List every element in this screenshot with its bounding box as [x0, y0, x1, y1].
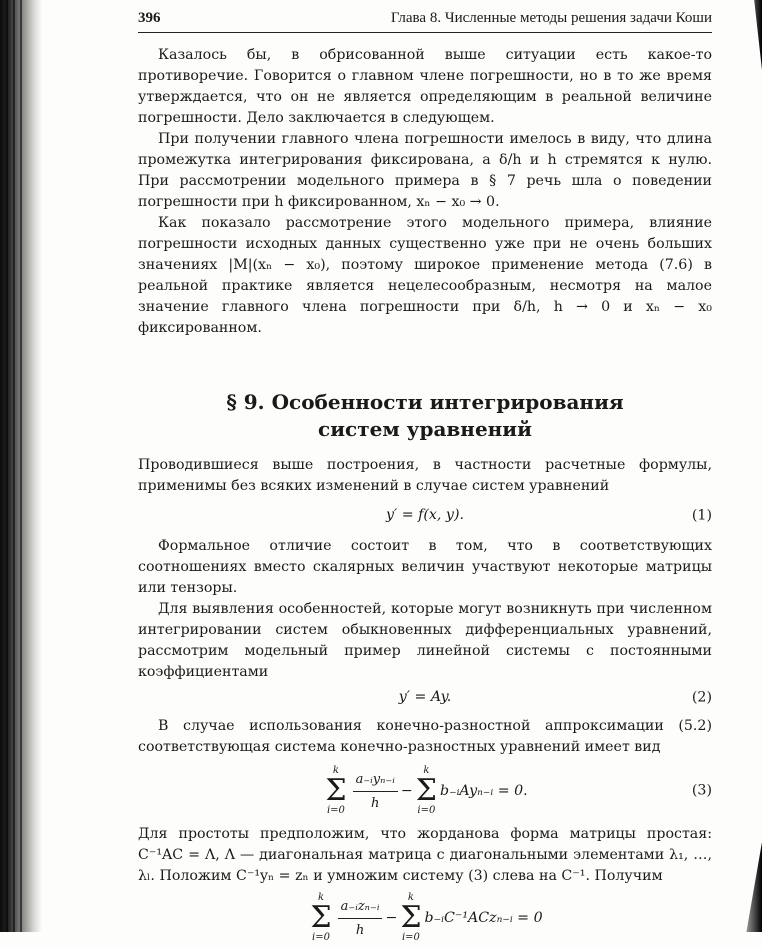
paragraph: Как показало рассмотрение этого модельного примера, влияние погрешности исходных данных существенно уже при не очень больших значениях |M|(xₙ − x₀), поэтому широкое применение метода (7.6) в реальной практике является нецелесообразным, несмотря на малое значение главного члена погрешности при δ/h, h → 0 и xₙ − x₀ фиксированном. — [138, 215, 712, 336]
section-heading — [138, 389, 712, 443]
sum-lower-limit: i=0 — [401, 932, 420, 943]
section-heading-line: систем уравнений — [318, 417, 532, 441]
minus-sign: − — [400, 782, 413, 799]
section-heading-line: § 9. Особенности интегрирования — [226, 390, 624, 414]
intro-paragraphs — [138, 45, 712, 339]
summation-symbol: k Σ i=0 — [325, 765, 347, 816]
sum-lower-limit: i=0 — [417, 805, 436, 816]
fraction — [338, 896, 383, 941]
paragraph: Казалось бы, в обрисованной выше ситуации есть какое-то противоречие. Говорится о главном члене погрешности, но в то же время утверждается, что он не является определяющим в реальной величине погрешности. Дело заключается в следующем. — [138, 47, 712, 126]
sum-upper-limit: k — [332, 765, 339, 776]
paragraph: Проводившиеся выше построения, в частности расчетные формулы, применимы без всяких изменений в случае систем уравнений — [138, 457, 712, 494]
equation-body: y′ = Ay. — [398, 689, 452, 705]
fraction-numerator: a₋ᵢyₙ₋ᵢ — [353, 769, 398, 792]
fraction-numerator: a₋ᵢzₙ₋ᵢ — [338, 896, 383, 919]
equation-number: (3) — [691, 782, 712, 799]
minus-sign: − — [385, 909, 398, 926]
summation-symbol: k Σ i=0 — [400, 892, 422, 943]
sum-upper-limit: k — [317, 892, 325, 903]
fraction — [353, 769, 398, 814]
sum-lower-limit: i=0 — [326, 805, 345, 816]
page-number: 396 — [138, 10, 161, 26]
equation-number: (2) — [691, 689, 712, 705]
scan-corner-top — [736, 0, 762, 70]
sum-upper-limit: k — [407, 892, 414, 903]
equation-1 — [138, 505, 712, 526]
scan-shadow — [0, 0, 42, 932]
equation-3 — [138, 766, 712, 816]
equation-2 — [138, 687, 712, 708]
chapter-title: Глава 8. Численные методы решения задачи Коши — [390, 10, 712, 26]
paragraph: При получении главного члена погрешности имелось в виду, что длина промежутка интегрирования фиксирована, а δ/h и h стремятся к нулю. При рассмотрении модельного примера в § 7 речь шла о поведении погрешности при h фиксированном, xₙ − x₀ → 0. — [138, 131, 712, 210]
scan-corner-bottom — [736, 842, 762, 932]
sum-upper-limit: k — [423, 765, 430, 776]
sum-lower-limit: i=0 — [312, 932, 330, 943]
paragraph: Для выявления особенностей, которые могут возникнуть при численном интегрировании систем обыкновенных дифференциальных уравнений, рассмотрим модельный пример линейной системы с постоянными коэффициентами — [138, 601, 712, 680]
fraction-denominator: h — [355, 922, 365, 938]
equation-term: b₋ᵢC⁻¹ACzₙ₋ᵢ = 0 — [424, 909, 543, 926]
equation-number: (1) — [691, 507, 712, 523]
summation-symbol: k Σ i=0 — [415, 765, 437, 816]
paragraph: Формальное отличие состоит в том, что в соответствующих соотношениях вместо скалярных величин участвуют некоторые матрицы или тензоры. — [138, 538, 712, 596]
equation-body: y′ = f(x, y). — [385, 507, 464, 523]
equation-4 — [138, 893, 712, 943]
fraction-denominator: h — [371, 795, 380, 811]
equation-term: b₋ᵢAyₙ₋ᵢ = 0. — [440, 782, 528, 799]
running-header — [138, 8, 712, 33]
paragraph: В случае использования конечно-разностной аппроксимации (5.2) соответствующая система конечно-разностных уравнений имеет вид — [138, 718, 712, 755]
book-page — [138, 8, 712, 949]
paragraph: Для простоты предположим, что жорданова форма матрицы простая: C⁻¹AC = Λ, Λ — диагональная матрица с диагональными элементами λ₁, …, λₗ. Положим C⁻¹yₙ = zₙ и умножим систему (3) слева на C⁻¹. Получим — [138, 826, 712, 884]
summation-symbol: k Σ i=0 — [310, 892, 332, 943]
